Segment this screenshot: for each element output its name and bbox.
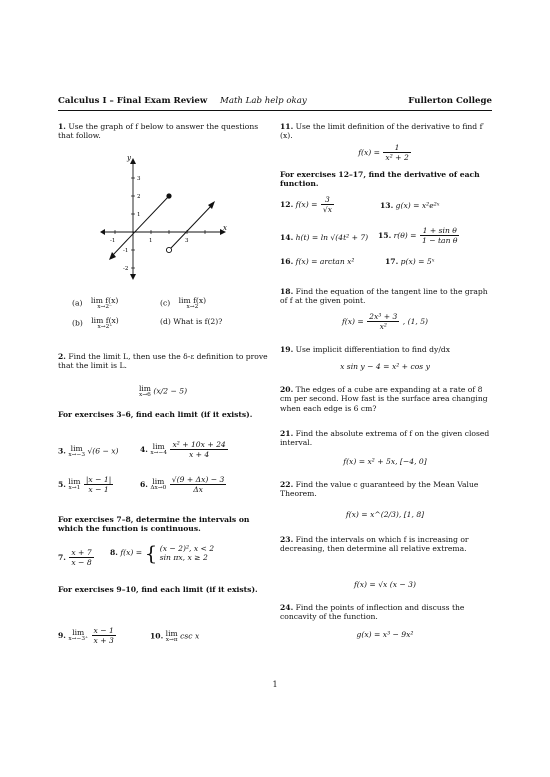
problem-4: 4. lim x→−4 $\frac{\text{x² + 10x + 24}}{x + 4}$	[140, 440, 226, 460]
problem-3: 3. lim x→−3 √(6 − x)	[58, 444, 119, 458]
graph-right-piece	[171, 205, 212, 248]
problem-21-equation: f(x) = x² + 5x, [−4, 0]	[343, 457, 427, 466]
problem-22-equation: f(x) = x^(2/3), [1, 8]	[345, 510, 425, 519]
problem-22: 22. Find the value c guaranteed by the Mean Value Theorem.	[280, 480, 479, 499]
tick-y-neg2: -2	[123, 266, 129, 272]
page-header	[58, 96, 492, 111]
problem-7: 7. $\frac{x + 7}{x - 8}$	[58, 548, 92, 568]
problem-8: 8. f(x) = { (x − 2)², x < 2 sin πx, x ≥ 2	[110, 541, 215, 565]
tick-y-3: 3	[137, 176, 141, 182]
section-3-6: For exercises 3–6, find each limit (if it exists).	[58, 410, 253, 419]
tick-y-2: 2	[137, 194, 141, 200]
problem-2: 2. Find the limit L, then use the δ-ε definition to prove that the limit is L.	[58, 352, 268, 371]
problem-1-graph	[100, 150, 230, 280]
page-number: 1	[272, 680, 278, 689]
problem-2-limit: lim x→6 (x/2 − 5)	[138, 384, 188, 398]
problem-21: 21. Find the absolute extrema of f on the given closed interval.	[280, 429, 490, 448]
problem-20: 20. The edges of a cube are expanding at a rate of 8 cm per second. How fast is the surface area changing when each edge is 6 cm?	[280, 385, 488, 413]
problem-23-equation: f(x) = √x (x − 3)	[354, 580, 416, 589]
tick-x-1: 1	[149, 238, 153, 244]
problem-24: 24. Find the points of inflection and discuss the concavity of the function.	[280, 603, 465, 622]
tick-x-neg1: -1	[110, 238, 116, 244]
section-12-17: For exercises 12–17, find the derivative of each function.	[280, 170, 480, 189]
problem-14: 14. h(t) = ln √(4t² + 7)	[280, 233, 369, 242]
x-axis-left-arrow-icon	[100, 229, 105, 235]
problem-19-equation: x sin y − 4 = x² + cos y	[340, 362, 430, 371]
school-name: Fullerton College	[408, 96, 492, 106]
problem-12: 12. f(x) = $\frac{3}{√x}$	[280, 195, 332, 215]
problem-18-function: f(x) = $\frac{\text{2x³ + 3}}{\text{x²}}$ , (1, 5)	[341, 312, 429, 332]
section-7-8: For exercises 7–8, determine the intervals on which the function is continuous.	[58, 515, 250, 534]
problem-23: 23. Find the intervals on which f is increasing or decreasing, then determine all relative extrema.	[280, 535, 469, 554]
problem-6: 6. lim Δx→0 $\frac{√(9 + \Delta x) - 3}{\Delta x}$	[140, 475, 225, 495]
problem-11: 11. Use the limit definition of the derivative to find f′(x).	[280, 122, 485, 141]
header-subtitle: Math Lab help okay	[220, 96, 307, 106]
section-9-10: For exercises 9–10, find each limit (if it exists).	[58, 585, 258, 594]
tick-x-3: 3	[185, 238, 189, 244]
graph-filled-dot	[166, 193, 171, 198]
problem-1-parts: (a) lim f(x) x→2⁻ (c) lim f(x) x→2 (b) lim f(x) x→2⁺ (d) What is f(2)?	[72, 296, 223, 330]
tick-y-1: 1	[137, 212, 141, 218]
y-axis-down-arrow-icon	[130, 274, 136, 280]
course-title: Calculus I – Final Exam Review	[58, 96, 208, 106]
problem-5: 5. lim x→1 $\frac{|x - 1|}{x - 1}$	[58, 475, 112, 495]
problem-9: 9. lim x→−3⁺ $\frac{x - 1}{x + 3}$	[58, 626, 114, 646]
graph-left-piece	[112, 196, 169, 256]
problem-1: 1. Use the graph of f below to answer the questions that follow.	[58, 122, 259, 141]
graph-open-dot	[166, 247, 171, 252]
tick-y-neg1: -1	[123, 248, 129, 254]
problem-19: 19. Use implicit differentiation to find dy/dx	[280, 345, 451, 354]
problem-15: 15. r(θ) = $\frac{\text{1 + sin θ}}{\text{1 − tan θ}}$	[378, 226, 458, 246]
problem-11-function: f(x) = $\frac{1}{\text{x² + 2}}$	[358, 143, 409, 163]
problem-17: 17. p(x) = 5ˣ	[385, 257, 435, 266]
problem-10: 10. lim x→π csc x	[150, 629, 200, 643]
problem-18: 18. Find the equation of the tangent line to the graph of f at the given point.	[280, 287, 488, 306]
x-axis-label: x	[223, 224, 227, 232]
problem-13: 13. g(x) = x²e²ˣ	[380, 201, 440, 210]
problem-16: 16. f(x) = arctan x²	[280, 257, 355, 266]
problem-24-equation: g(x) = x³ − 9x²	[356, 630, 414, 639]
y-axis-label: y	[127, 154, 131, 162]
